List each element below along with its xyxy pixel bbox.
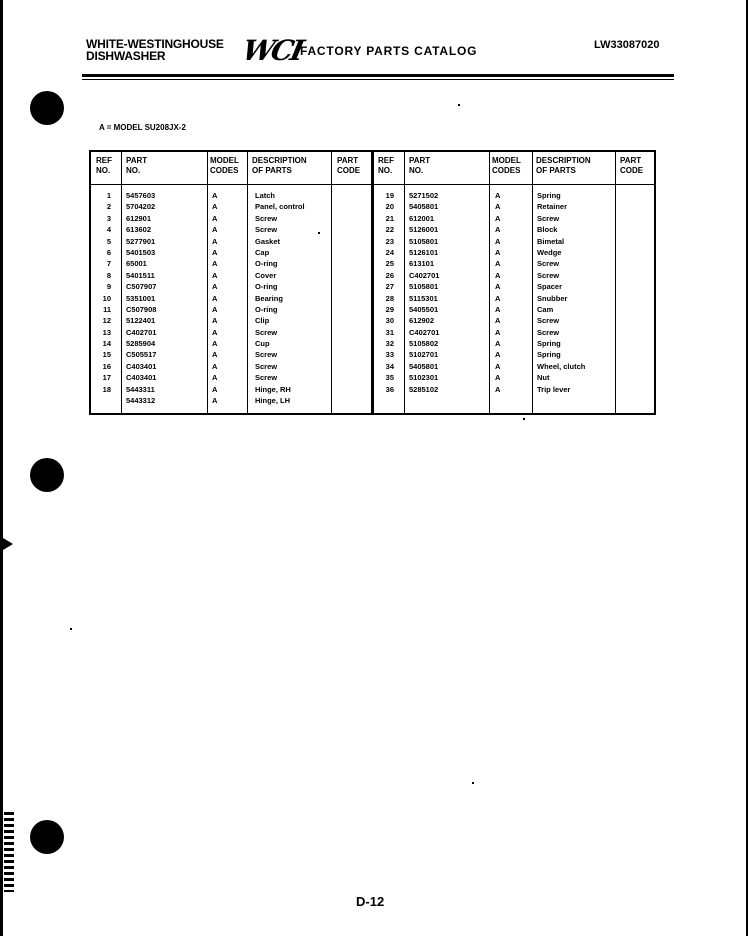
left-row-desc: Screw [255, 373, 278, 383]
left-row-model: A [212, 191, 218, 200]
right-row-part: 5126101 [409, 247, 439, 257]
col-divider [331, 152, 332, 413]
left-row-ref: 7 [106, 259, 111, 269]
catalog-title: FACTORY PARTS CATALOG [300, 44, 478, 58]
left-row-model: A [212, 373, 218, 383]
right-row-desc: Spacer [537, 282, 563, 292]
left-row-ref: 3 [106, 213, 111, 223]
right-row-ref: 28 [385, 293, 394, 303]
right-row-ref: 25 [385, 259, 394, 269]
right-row-part: 5102301 [409, 373, 439, 383]
right-row-desc: Bimetal [537, 236, 565, 246]
right-row-part: 5405801 [409, 202, 439, 212]
right-row-ref: 33 [385, 350, 394, 360]
left-row-ref: 9 [106, 282, 111, 292]
right-row-ref: 20 [385, 202, 394, 212]
right-row-part: 613101 [409, 259, 435, 269]
left-row-part: C403401 [126, 373, 157, 383]
right-row-ref: 30 [385, 316, 394, 326]
right-desc-column [537, 190, 585, 395]
right-part-column [409, 190, 439, 395]
right-row-ref: 31 [385, 327, 394, 337]
left-row-desc: Cover [255, 270, 277, 280]
right-row-part: 5126001 [409, 225, 439, 235]
left-row-part: 5401503 [126, 247, 156, 257]
right-row-desc: Screw [537, 270, 560, 280]
left-row-desc: Screw [255, 213, 278, 223]
left-row-model: A [212, 282, 218, 292]
right-row-model: A [495, 247, 501, 257]
table-center-divider [371, 152, 374, 413]
left-row-ref: 4 [106, 225, 111, 235]
header-model-codes-right: MODEL CODES [492, 156, 521, 175]
right-row-model: A [495, 225, 501, 235]
left-row-desc: Gasket [255, 236, 281, 246]
left-row-desc: Clip [255, 316, 270, 326]
left-row-desc: O-ring [255, 259, 278, 269]
col-divider [615, 152, 616, 413]
speck [472, 782, 474, 784]
left-row-desc: Latch [255, 191, 276, 200]
header-rule-thick [82, 74, 674, 77]
left-row-ref: 6 [106, 247, 111, 257]
col-divider [121, 152, 122, 413]
edge-notch [3, 538, 13, 550]
left-row-desc: Screw [255, 225, 278, 235]
left-row-model: A [212, 213, 218, 223]
left-row-part: 613602 [126, 225, 152, 235]
left-row-model: A [212, 259, 218, 269]
right-row-model: A [495, 316, 501, 326]
left-row-desc: Screw [255, 350, 278, 360]
right-row-part: 5105802 [409, 339, 439, 349]
right-row-model: A [495, 304, 501, 314]
right-row-ref: 29 [385, 304, 394, 314]
left-row-model: A [212, 304, 218, 314]
header-part-no: PART NO. [126, 156, 148, 175]
right-row-part: 5115301 [409, 293, 438, 303]
header-model-codes: MODEL CODES [210, 156, 239, 175]
col-divider [489, 152, 490, 413]
left-row-ref [95, 395, 111, 406]
left-row-part: 5285904 [126, 339, 156, 349]
left-row-ref: 18 [102, 384, 111, 394]
header-part-no-right: PART NO. [409, 156, 431, 175]
left-row-model: A [212, 316, 218, 326]
left-row-part: C402701 [126, 327, 157, 337]
left-row-part: 5704202 [126, 202, 156, 212]
page-number: D-12 [356, 894, 385, 909]
speck [318, 232, 320, 234]
right-row-ref: 35 [385, 373, 394, 383]
left-row-ref: 17 [102, 373, 111, 383]
right-row-ref: 27 [385, 282, 394, 292]
left-row-model: A [212, 202, 218, 212]
right-row-ref: 36 [385, 384, 394, 394]
right-row-part: 5105801 [409, 236, 439, 246]
left-row-desc: Hinge, RH [255, 384, 291, 394]
right-row-ref: 22 [385, 225, 394, 235]
left-row-model: A [212, 361, 218, 371]
right-row-part: 612902 [409, 316, 435, 326]
left-row-part: 5457603 [126, 191, 156, 200]
right-row-model: A [495, 293, 501, 303]
right-row-desc: Cam [537, 304, 554, 314]
left-row-part: 65001 [126, 259, 147, 269]
left-row-part: C507908 [126, 304, 157, 314]
col-divider [207, 152, 208, 413]
right-row-model: A [495, 213, 501, 223]
right-row-desc: Block [537, 225, 558, 235]
right-row-desc: Wheel, clutch [537, 361, 586, 371]
header-ref-no: REF NO. [96, 156, 112, 175]
header-description-right: DESCRIPTION OF PARTS [536, 156, 591, 175]
wci-logo: WCI [239, 34, 305, 67]
right-row-part: 5405801 [409, 361, 439, 371]
speck [70, 628, 72, 630]
page-left-border [0, 0, 3, 936]
right-row-ref: 24 [385, 247, 394, 257]
left-row-desc: Bearing [255, 293, 283, 303]
left-row-ref: 2 [106, 202, 111, 212]
left-row-model: A [212, 384, 218, 394]
left-row-part: C505517 [126, 350, 157, 360]
left-row-model: A [212, 270, 218, 280]
right-row-desc: Screw [537, 259, 560, 269]
right-row-part: 5405501 [409, 304, 439, 314]
left-row-desc: Hinge, LH [255, 396, 290, 406]
punch-hole-middle [30, 458, 64, 492]
right-row-desc: Spring [537, 339, 561, 349]
right-row-part: 5285102 [409, 384, 439, 394]
left-row-part: 612901 [126, 213, 152, 223]
right-row-model: A [495, 361, 501, 371]
speck [458, 104, 460, 106]
right-row-desc: Spring [537, 191, 561, 200]
right-row-model: A [495, 350, 501, 360]
left-row-ref: 1 [106, 191, 111, 200]
speck [523, 418, 525, 420]
left-row-model: A [212, 327, 218, 337]
right-ref-column [378, 190, 394, 395]
left-row-model: A [212, 236, 218, 246]
left-row-ref: 11 [103, 304, 111, 314]
left-desc-column [255, 190, 305, 406]
brand-line-1: WHITE-WESTINGHOUSE [86, 37, 224, 51]
left-row-desc: Cap [255, 247, 270, 257]
right-row-ref: 21 [385, 213, 394, 223]
left-row-model: A [212, 293, 218, 303]
left-row-desc: Screw [255, 327, 278, 337]
right-row-desc: Spring [537, 350, 561, 360]
right-row-desc: Retainer [537, 202, 568, 212]
left-row-part: C507907 [126, 282, 157, 292]
left-row-model: A [212, 396, 218, 406]
left-row-ref: 10 [102, 293, 111, 303]
right-row-model: A [495, 191, 501, 200]
right-row-ref: 19 [385, 191, 394, 200]
left-row-model: A [212, 225, 218, 235]
page-right-border [746, 0, 748, 936]
left-row-model: A [212, 247, 218, 257]
left-row-desc: Cup [255, 339, 270, 349]
right-row-desc: Wedge [537, 247, 562, 257]
left-row-ref: 8 [106, 270, 111, 280]
right-row-desc: Screw [537, 316, 560, 326]
right-row-model: A [495, 236, 501, 246]
left-model-column [212, 190, 217, 406]
left-part-column [126, 190, 156, 406]
left-row-desc: O-ring [255, 304, 278, 314]
left-row-ref: 13 [102, 327, 111, 337]
left-row-desc: Screw [255, 361, 278, 371]
right-row-part: 612001 [409, 213, 435, 223]
right-row-desc: Nut [537, 373, 550, 383]
left-row-desc: Panel, control [255, 202, 305, 212]
brand-line-2: DISHWASHER [86, 49, 166, 63]
left-row-ref: 14 [102, 339, 111, 349]
left-row-ref: 5 [106, 236, 111, 246]
brand-block [86, 38, 224, 62]
right-row-model: A [495, 202, 501, 212]
header-divider [91, 184, 654, 185]
left-row-part: 5277901 [126, 236, 156, 246]
model-key: A = MODEL SU208JX-2 [99, 123, 186, 132]
left-row-model: A [212, 350, 218, 360]
header-part-code-right: PART CODE [620, 156, 644, 175]
left-row-part: 5351001 [126, 293, 156, 303]
punch-hole-bottom [30, 820, 64, 854]
col-divider [532, 152, 533, 413]
header-description: DESCRIPTION OF PARTS [252, 156, 307, 175]
header-part-code: PART CODE [337, 156, 361, 175]
left-row-ref: 16 [102, 361, 111, 371]
left-row-ref: 12 [102, 316, 111, 326]
left-row-part: 5443312 [126, 396, 156, 406]
header-rule-thin [82, 79, 674, 80]
right-row-model: A [495, 259, 501, 269]
col-divider [404, 152, 405, 413]
right-model-column [495, 190, 500, 395]
right-row-model: A [495, 373, 501, 383]
col-divider [247, 152, 248, 413]
right-row-desc: Screw [537, 327, 560, 337]
punch-hole-top [30, 91, 64, 125]
catalog-number: LW33087020 [594, 39, 660, 51]
right-row-part: C402701 [409, 327, 440, 337]
right-row-ref: 23 [385, 236, 394, 246]
right-row-part: 5105801 [409, 282, 439, 292]
right-row-ref: 26 [385, 270, 394, 280]
right-row-model: A [495, 384, 501, 394]
right-row-ref: 34 [385, 361, 394, 371]
right-row-model: A [495, 282, 501, 292]
right-row-ref: 32 [385, 339, 394, 349]
left-row-part: 5122401 [126, 316, 156, 326]
left-row-model: A [212, 339, 218, 349]
left-row-part: 5443311 [126, 384, 155, 394]
edge-scan-marks [4, 812, 14, 892]
parts-table [89, 150, 656, 415]
right-row-desc: Trip lever [537, 384, 571, 394]
left-ref-column [95, 190, 111, 406]
header-ref-no-right: REF NO. [378, 156, 394, 175]
right-row-desc: Snubber [537, 293, 568, 303]
right-row-part: 5271502 [409, 191, 439, 200]
left-row-part: C403401 [126, 361, 157, 371]
left-row-desc: O-ring [255, 282, 278, 292]
right-row-model: A [495, 327, 501, 337]
left-row-ref: 15 [102, 350, 111, 360]
right-row-model: A [495, 270, 501, 280]
left-row-part: 5401511 [126, 270, 155, 280]
right-row-part: C402701 [409, 270, 440, 280]
right-row-desc: Screw [537, 213, 560, 223]
right-row-model: A [495, 339, 501, 349]
right-row-part: 5102701 [409, 350, 439, 360]
